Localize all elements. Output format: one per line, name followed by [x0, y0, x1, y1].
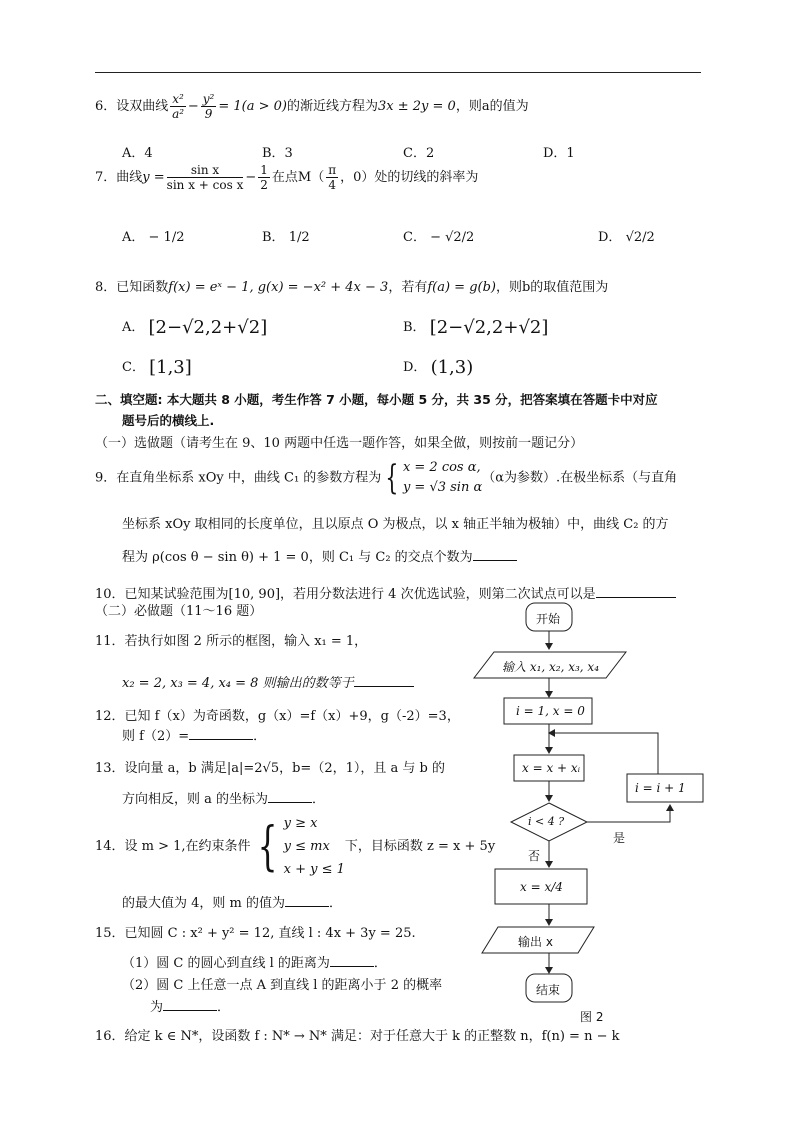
q8-option-b: B． [2−√2,2+√2]	[403, 317, 549, 338]
section-2-heading: 二、填空题: 本大题共 8 小题，考生作答 7 小题，每小题 5 分，共 35 分，把答案填在答题卡中对应	[95, 392, 658, 407]
q8-option-c: C． [1,3]	[122, 357, 192, 378]
q8-option-d: D． (1,3)	[403, 357, 474, 378]
question-14: 14．设 m > 1,在约束条件 { y ≥ x y ≤ mx x + y ≤ 1 下，目标函数 z = x + 5y	[95, 816, 496, 877]
q7-option-d: D． √2/2	[598, 230, 655, 245]
question-15-part3: 为 ．	[150, 1000, 231, 1015]
question-11: 11．若执行如图 2 所示的框图，输入 x₁ = 1，	[95, 634, 368, 649]
flow-init-label: i = 1, x = 0	[516, 704, 585, 718]
question-9: 9．在直角坐标系 xOy 中，曲线 C₁ 的参数方程为 { x = 2 cos α, y = √3 sin α （α为参数）.在极坐标系（与直角	[95, 458, 678, 498]
question-9-line3: 程为 ρ(cos θ − sin θ) + 1 = 0，则 C₁ 与 C₂ 的交点个数为	[122, 546, 517, 565]
q7-option-b: B． 1/2	[262, 230, 310, 245]
question-10: 10．已知某试验范围为[10, 90]，若用分数法进行 4 次优选试验，则第二次试点可以是	[95, 583, 676, 602]
flow-caption: 图 2	[580, 1010, 604, 1024]
section-2-sub2: （二）必做题（11～16 题）	[95, 604, 263, 619]
question-14-line2: 的最大值为 4，则 m 的值为 ．	[122, 896, 343, 911]
flow-start-label: 开始	[536, 612, 561, 626]
question-9-line2: 坐标系 xOy 取相同的长度单位，且以原点 O 为极点，以 x 轴正半轴为极轴）中，曲线 C₂ 的方	[122, 517, 669, 532]
flow-increment-label: i = i + 1	[635, 781, 686, 795]
q8-option-a: A． [2−√2,2+√2]	[122, 317, 268, 338]
question-15-part2: （2）圆 C 上任意一点 A 到直线 l 的距离小于 2 的概率	[122, 978, 443, 993]
q6-option-a: A．4	[122, 146, 153, 161]
flow-divide-label: x = x/4	[520, 880, 563, 894]
flow-decision-label: i < 4 ?	[528, 815, 565, 828]
question-12: 12．已知 f（x）为奇函数，g（x）=f（x）+9，g（-2）=3，	[95, 709, 460, 724]
question-8: 8．已知函数f(x) = eˣ − 1, g(x) = −x² + 4x − 3，若有f(a) = g(b)，则b的取值范围为	[95, 280, 609, 295]
flow-input-label: 输入 x₁, x₂, x₃, x₄	[502, 660, 600, 674]
q6-option-c: C．2	[403, 146, 435, 161]
q7-option-c: C． − √2/2	[403, 230, 475, 245]
q6-option-d: D．1	[543, 146, 575, 161]
flow-end-label: 结束	[536, 983, 561, 997]
question-16: 16．给定 k ∈ N*，设函数 f : N* → N* 满足：对于任意大于 k 的正整数 n，f(n) = n − k	[95, 1029, 620, 1044]
question-7: 7．曲线y = $\frac{\text{sin x}}{\text{sin x + cos x}}$ − $\frac{1}{2}$ 在点M（ $\frac{\pi}{4}$ ，0）处的切线的斜率为	[95, 163, 479, 192]
flowchart-figure-2	[470, 600, 730, 1030]
header-rule	[95, 72, 701, 73]
question-15-part1: （1）圆 C 的圆心到直线 l 的距离为 ．	[122, 956, 387, 971]
q7-option-a: A． − 1/2	[122, 230, 185, 245]
question-13: 13．设向量 a，b 满足|a|=2√5，b=（2，1），且 a 与 b 的	[95, 761, 445, 776]
question-13-line2: 方向相反，则 a 的坐标为 ．	[122, 792, 326, 807]
question-6: 6．设双曲线 $\frac{\text{x²}}{\text{a²}}$ − $\frac{\text{y²}}{9}$ = 1(a > 0)的渐近线方程为3x ± 2y = 0，则a的值为	[95, 92, 529, 121]
q6-option-b: B．3	[262, 146, 293, 161]
flow-yes-label: 是	[613, 831, 626, 845]
question-15: 15．已知圆 C : x² + y² = 12, 直线 l : 4x + 3y = 25.	[95, 926, 416, 941]
flow-step-label: x = x + xᵢ	[522, 761, 581, 775]
flow-output-label: 输出 x	[518, 935, 553, 949]
section-2-sub1: （一）选做题（请考生在 9、10 两题中任选一题作答，如果全做，则按前一题记分）	[95, 436, 584, 451]
question-12-line2: 则 f（2）= ．	[122, 729, 267, 744]
section-2-heading-cont: 题号后的横线上.	[122, 413, 215, 428]
flow-no-label: 否	[528, 849, 541, 863]
question-11-line2: x₂ = 2, x₃ = 4, x₄ = 8 则输出的数等于	[122, 672, 414, 691]
